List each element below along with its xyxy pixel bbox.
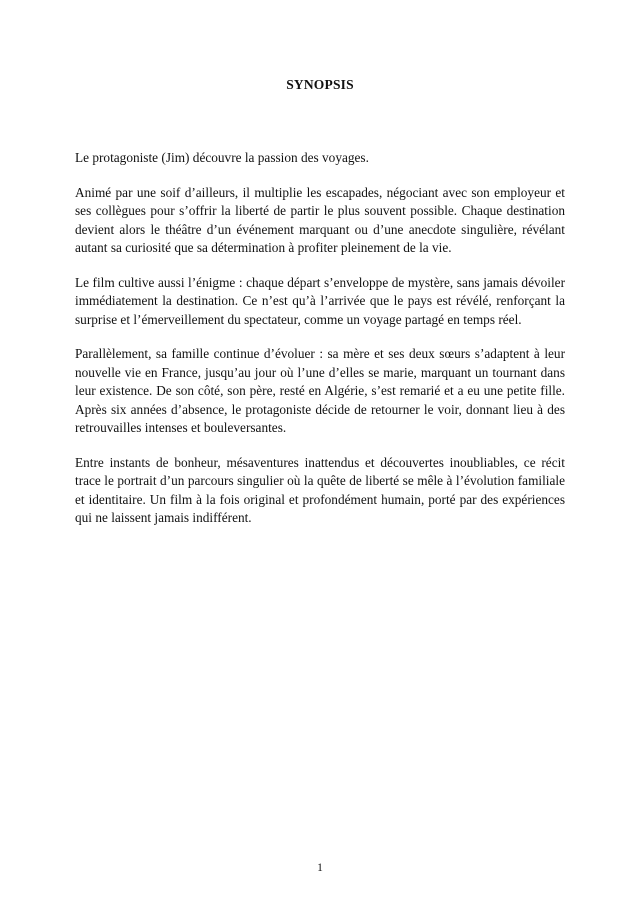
- page-number: 1: [317, 862, 323, 874]
- page-title: SYNOPSIS: [286, 77, 354, 92]
- synopsis-body: [75, 149, 565, 544]
- paragraph-enigma: Le film cultive aussi l’énigme : chaque départ s’enveloppe de mystère, sans jamais dévoiler immédiatement la destination. Ce n’est qu’à l’arrivée que le pays est révélé, renforçant la surprise et l’émerveillement du spectateur, comme un voyage partagé en temps réel.: [75, 274, 565, 327]
- paragraph-escapades: Animé par une soif d’ailleurs, il multiplie les escapades, négociant avec son employeur et ses collègues pour s’offrir la liberté de partir le plus souvent possible. Chaque destination devient alors le théâtre d’un événement marquant ou d’une anecdote singulière, révélant autant sa curiosité que sa détermination à profiter pleinement de la vie.: [75, 184, 565, 255]
- paragraph-family: Parallèlement, sa famille continue d’évoluer : sa mère et ses deux sœurs s’adaptent à leur nouvelle vie en France, jusqu’au jour où l’une d’elles se marie, marquant un tournant dans leur existence. De son côté, son père, resté en Algérie, s’est remarié et a eu une petite fille. Après six années d’absence, le protagoniste décide de retourner le voir, donnant lieu à des retrouvailles intenses et bouleversantes.: [75, 346, 565, 435]
- paragraph-intro: Le protagoniste (Jim) découvre la passion des voyages.: [75, 150, 369, 165]
- paragraph-conclusion: Entre instants de bonheur, mésaventures inattendus et découvertes inoubliables, ce récit trace le portrait d’un parcours singulier où la quête de liberté se mêle à l’évolution familiale et identitaire. Un film à la fois original et profondément humain, porté par des expériences qui ne laissent jamais indifférent.: [75, 454, 565, 525]
